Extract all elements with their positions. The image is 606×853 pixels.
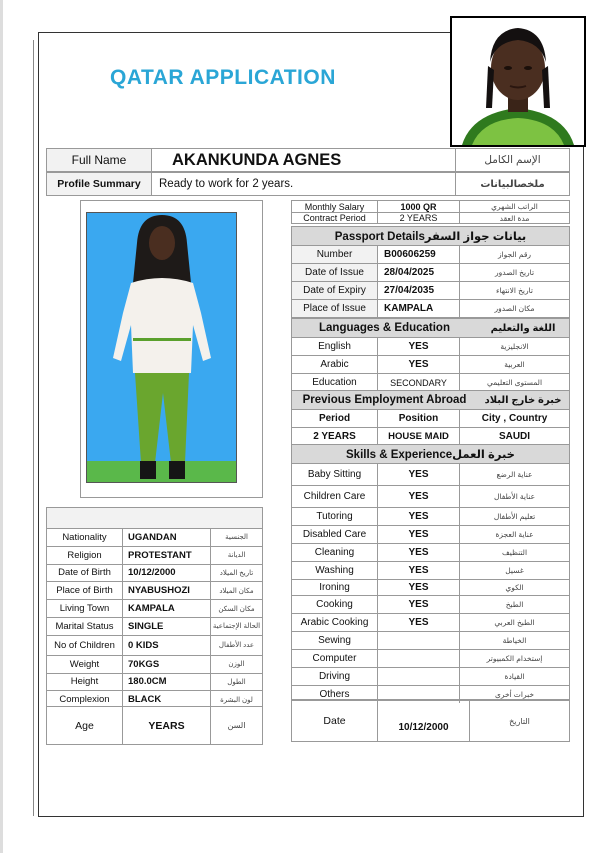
monthly-salary-value: 1000 QR — [377, 201, 459, 212]
contract-table — [291, 200, 570, 224]
expiry-date-label: Date of Expiry — [292, 281, 377, 299]
age-label: Age — [47, 706, 122, 744]
languages-header: Languages & Education — [292, 319, 477, 337]
employment-table — [291, 390, 570, 446]
skill-label-ar: الطبخ العربي — [459, 613, 569, 631]
personal-value: PROTESTANT — [122, 546, 210, 564]
personal-label: Nationality — [47, 528, 122, 546]
personal-label-ar: الحالة الإجتماعية — [210, 617, 262, 635]
profile-summary-value: Ready to work for 2 years. — [159, 178, 294, 190]
personal-value: SINGLE — [122, 617, 210, 635]
personal-label: Complexion — [47, 690, 122, 708]
employment-country-value: SAUDI — [459, 427, 569, 445]
skill-label: Cooking — [292, 595, 377, 613]
skill-label-ar: تعليم الأطفال — [459, 507, 569, 525]
personal-label: Religion — [47, 546, 122, 564]
date-label: Date — [323, 715, 346, 727]
skill-value: YES — [377, 543, 459, 561]
personal-value: KAMPALA — [122, 599, 210, 617]
passport-photo — [450, 16, 586, 147]
portrait-image — [452, 18, 584, 145]
personal-value: BLACK — [122, 690, 210, 708]
personal-label-ar: الوزن — [210, 655, 262, 673]
contract-period-value: 2 YEARS — [377, 212, 459, 223]
passport-table — [291, 226, 570, 318]
languages-header-ar: اللغة والتعليم — [477, 319, 569, 337]
skill-label: Driving — [292, 667, 377, 685]
arabic-value: YES — [377, 355, 459, 373]
full-name-row — [46, 148, 570, 172]
personal-label-ar: تاريخ الميلاد — [210, 564, 262, 582]
profile-summary-label-ar: ملخصالبيانات — [455, 173, 569, 195]
full-name-value: AKANKUNDA AGNES — [172, 150, 342, 169]
skill-label: Washing — [292, 561, 377, 579]
arabic-label: Arabic — [292, 355, 377, 373]
skills-table — [291, 444, 570, 700]
personal-info-table — [46, 507, 263, 745]
personal-label-ar: الديانة — [210, 546, 262, 564]
skill-label: Cleaning — [292, 543, 377, 561]
personal-value: 10/12/2000 — [122, 564, 210, 582]
position-column-header: Position — [377, 409, 459, 427]
passport-number-label: Number — [292, 245, 377, 263]
contract-period-label-ar: مدة العقد — [459, 212, 569, 223]
skill-label-ar: غسيل — [459, 561, 569, 579]
english-label-ar: الانجليزية — [459, 337, 569, 355]
passport-header: Passport Detailsبيانات جواز السفر — [292, 227, 569, 245]
skill-label-ar: الطبخ — [459, 595, 569, 613]
personal-label: Marital Status — [47, 617, 122, 635]
personal-label: Date of Birth — [47, 564, 122, 582]
age-label-ar: السن — [210, 706, 262, 744]
skill-label-ar: عناية الأطفال — [459, 485, 569, 507]
skill-label-ar: الخياطة — [459, 631, 569, 649]
city-country-column-header: City , Country — [459, 409, 569, 427]
date-table — [291, 700, 570, 742]
skill-value: YES — [377, 561, 459, 579]
arabic-label-ar: العربية — [459, 355, 569, 373]
page-title: QATAR APPLICATION — [110, 66, 336, 89]
skill-label-ar: التنظيف — [459, 543, 569, 561]
skill-label-ar: الكوي — [459, 579, 569, 595]
skill-label-ar: خبرات أخرى — [459, 685, 569, 703]
skill-label: Ironing — [292, 579, 377, 595]
date-label-ar: التاريخ — [469, 701, 569, 741]
skill-value — [377, 649, 459, 667]
english-label: English — [292, 337, 377, 355]
full-body-image — [87, 213, 236, 482]
employment-period-value: 2 YEARS — [292, 427, 377, 445]
issue-date-value: 28/04/2025 — [377, 263, 459, 281]
skill-label: Arabic Cooking — [292, 613, 377, 631]
passport-number-value: B00606259 — [377, 245, 459, 263]
skill-value: YES — [377, 595, 459, 613]
age-value: YEARS — [122, 706, 210, 744]
full-name-label: Full Name — [47, 149, 152, 171]
employment-header: Previous Employment Abroad — [292, 391, 477, 409]
personal-value: 180.0CM — [122, 673, 210, 691]
personal-value: UGANDAN — [122, 528, 210, 546]
languages-table — [291, 318, 570, 392]
contract-period-label: Contract Period — [292, 212, 377, 223]
personal-value: NYABUSHOZI — [122, 581, 210, 599]
employment-header-ar: خبرة خارج البلاد — [477, 391, 569, 409]
page-edge — [0, 0, 3, 853]
issue-date-label-ar: تاريخ الصدور — [459, 263, 569, 281]
date-value: 10/12/2000 — [377, 701, 469, 741]
skill-value: YES — [377, 579, 459, 595]
monthly-salary-label: Monthly Salary — [304, 201, 365, 212]
place-of-issue-value: KAMPALA — [377, 299, 459, 317]
skills-header: Skills & Experienceخبرة العمل — [292, 445, 569, 463]
personal-info-header-blank — [47, 508, 262, 528]
personal-label: Height — [47, 673, 122, 691]
skill-label: Disabled Care — [292, 525, 377, 543]
passport-number-label-ar: رقم الجواز — [459, 245, 569, 263]
personal-label-ar: عدد الأطفال — [210, 635, 262, 655]
full-body-photo — [86, 212, 237, 483]
education-label-ar: المستوى التعليمي — [459, 373, 569, 391]
english-value: YES — [377, 337, 459, 355]
full-name-label-ar: الإسم الكامل — [455, 149, 569, 171]
education-value: SECONDARY — [377, 373, 459, 391]
skill-label: Computer — [292, 649, 377, 667]
place-of-issue-label: Place of Issue — [292, 299, 377, 317]
monthly-salary-label-ar: الراتب الشهري — [459, 201, 569, 212]
personal-label: Weight — [47, 655, 122, 673]
skill-value: YES — [377, 507, 459, 525]
education-label: Education — [292, 373, 377, 391]
personal-label-ar: مكان الميلاد — [210, 581, 262, 599]
skill-value — [377, 667, 459, 685]
personal-label-ar: لون البشرة — [210, 690, 262, 708]
personal-label-ar: مكان السكن — [210, 599, 262, 617]
skill-label: Children Care — [292, 485, 377, 507]
skill-label-ar: إستخدام الكمبيوتر — [459, 649, 569, 667]
place-of-issue-label-ar: مكان الصدور — [459, 299, 569, 317]
personal-label: Living Town — [47, 599, 122, 617]
period-column-header: Period — [292, 409, 377, 427]
skill-label: Baby Sitting — [292, 463, 377, 485]
skill-value — [377, 631, 459, 649]
personal-label: No of Children — [47, 635, 122, 655]
skill-value: YES — [377, 463, 459, 485]
skill-label-ar: القيادة — [459, 667, 569, 685]
employment-position-value: HOUSE MAID — [377, 427, 459, 445]
skill-value: YES — [377, 485, 459, 507]
personal-label: Place of Birth — [47, 581, 122, 599]
skill-label-ar: عناية الرضع — [459, 463, 569, 485]
skill-label: Tutoring — [292, 507, 377, 525]
expiry-date-value: 27/04/2035 — [377, 281, 459, 299]
personal-value: 70KGS — [122, 655, 210, 673]
personal-label-ar: الجنسية — [210, 528, 262, 546]
skill-label: Sewing — [292, 631, 377, 649]
skill-label-ar: عناية العجزة — [459, 525, 569, 543]
personal-value: 0 KIDS — [122, 635, 210, 655]
skill-value: YES — [377, 525, 459, 543]
skill-label: Others — [292, 685, 377, 703]
expiry-date-label-ar: تاريخ الانتهاء — [459, 281, 569, 299]
skill-value: YES — [377, 613, 459, 631]
personal-label-ar: الطول — [210, 673, 262, 691]
profile-summary-row — [46, 172, 570, 196]
profile-summary-label: Profile Summary — [47, 173, 152, 195]
issue-date-label: Date of Issue — [292, 263, 377, 281]
